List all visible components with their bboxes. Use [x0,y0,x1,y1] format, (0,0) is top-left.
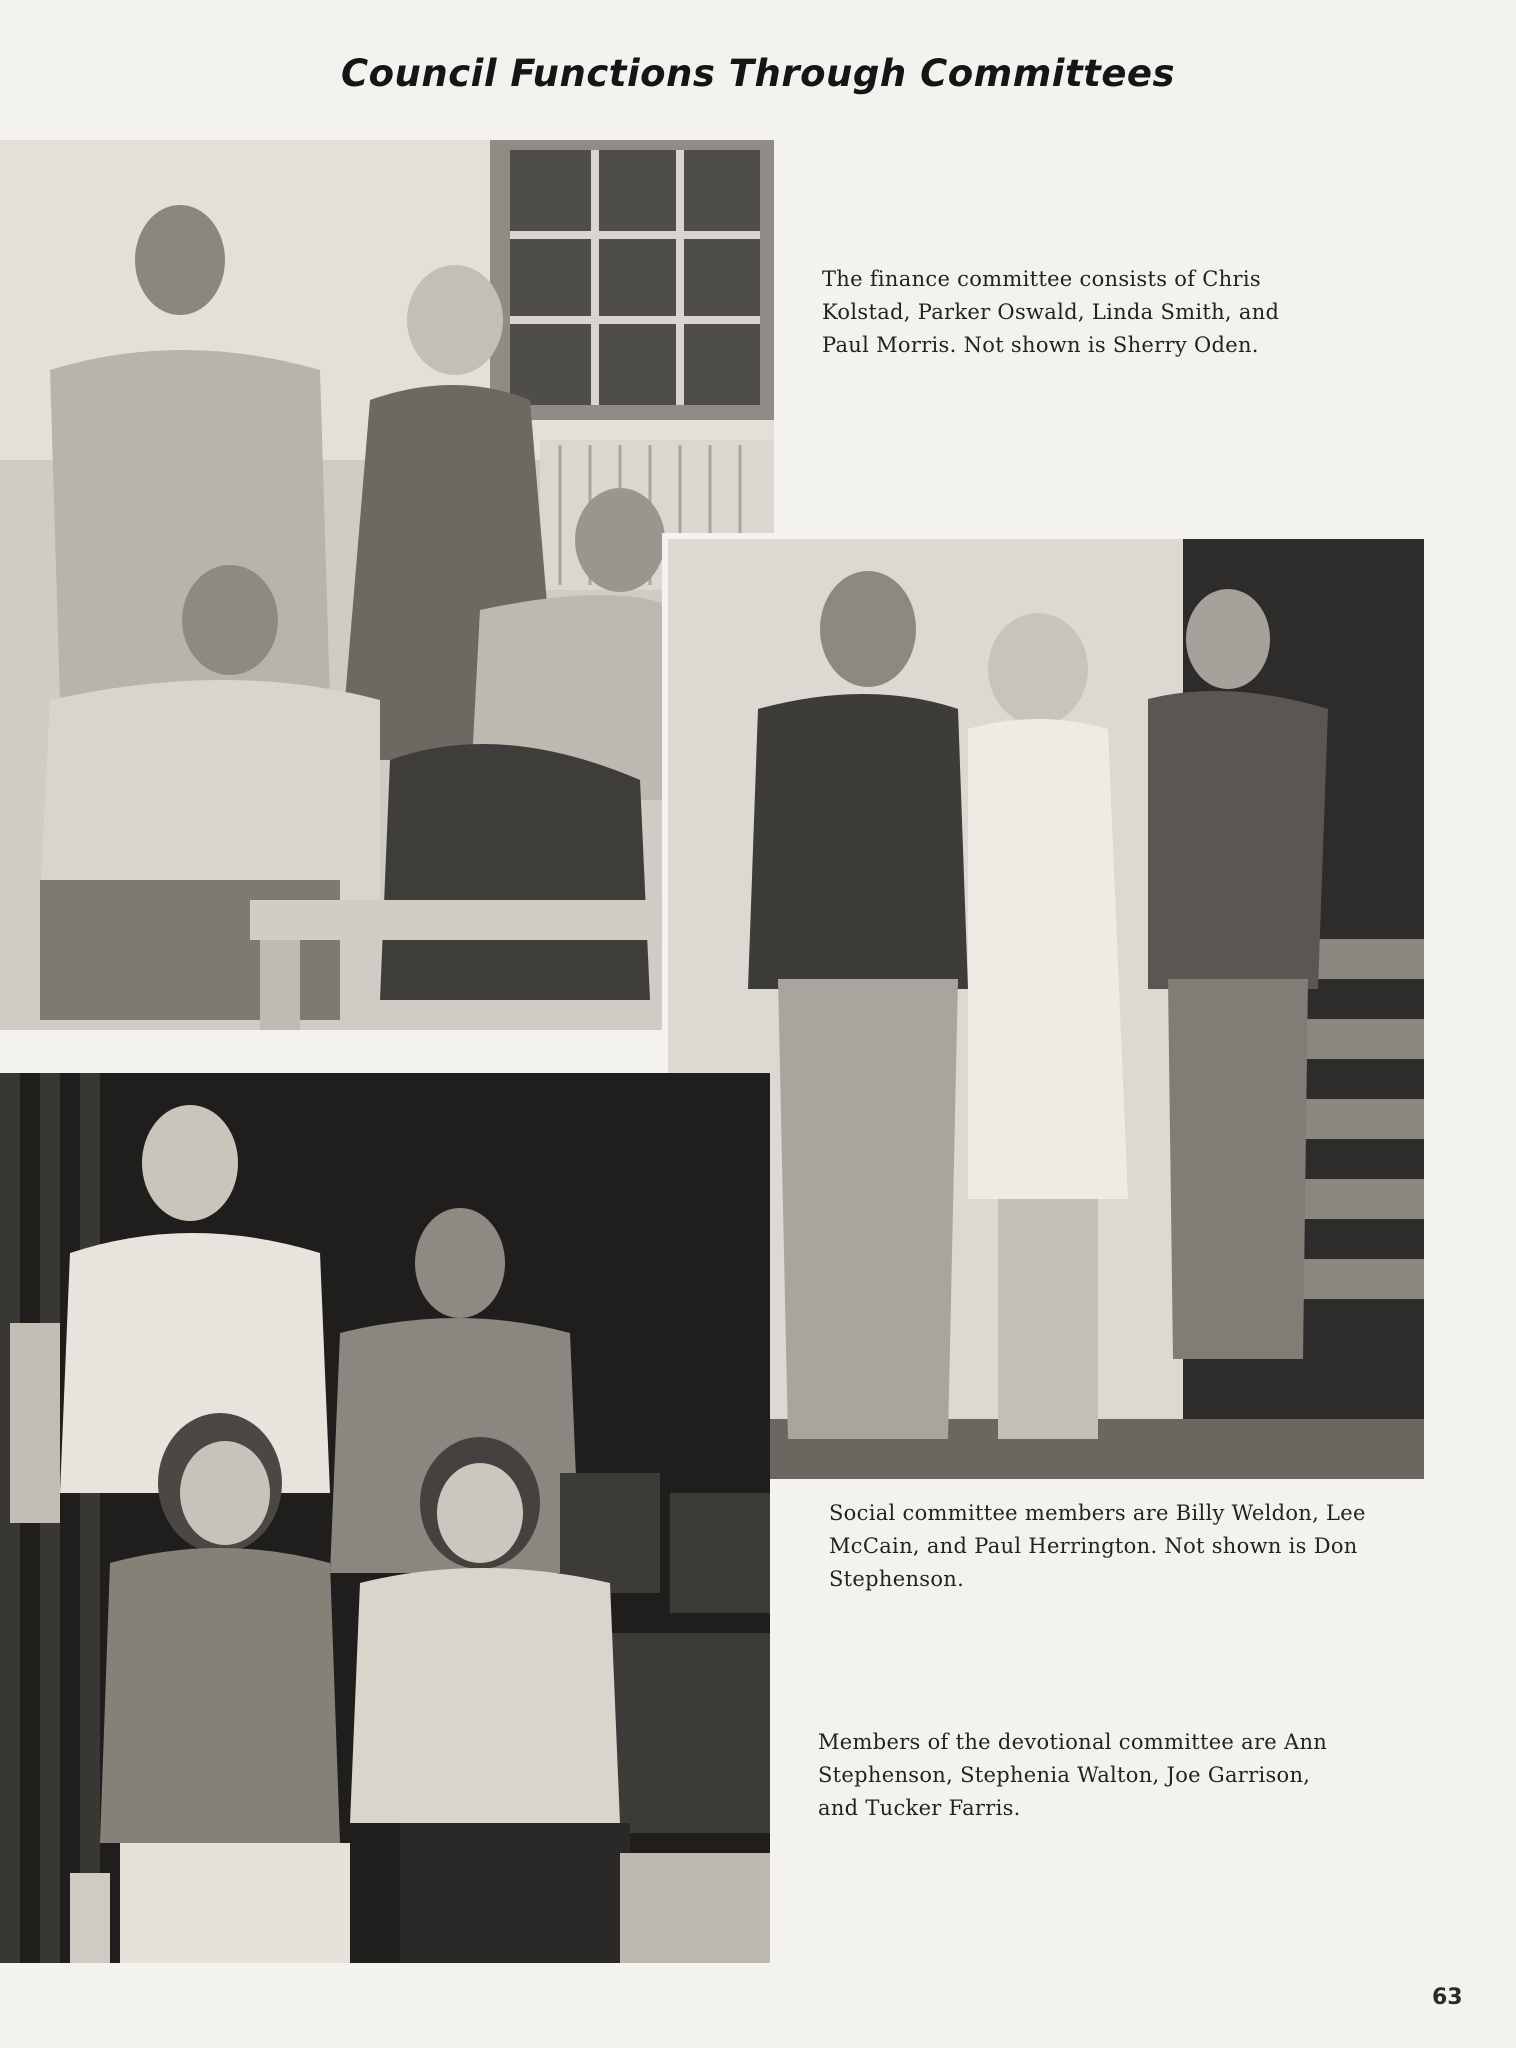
page-title: Council Functions Through Committees [340,52,1176,95]
page-number: 63 [1432,1985,1463,2010]
devotional-committee-caption: Members of the devotional committee are Ann Stephenson, Stephenia Walton, Joe Garrison, and Tucker Farris. [818,1730,1328,1820]
finance-committee-photo [0,140,774,1030]
devotional-committee-photo [0,1073,770,1963]
finance-committee-caption: The finance committee consists of Chris Kolstad, Parker Oswald, Linda Smith, and Paul Morris. Not shown is Sherry Oden. [822,267,1280,357]
social-committee-photo [662,533,1430,1485]
social-committee-caption: Social committee members are Billy Weldon, Lee McCain, and Paul Herrington. Not shown is Don Stephenson. [829,1501,1366,1591]
